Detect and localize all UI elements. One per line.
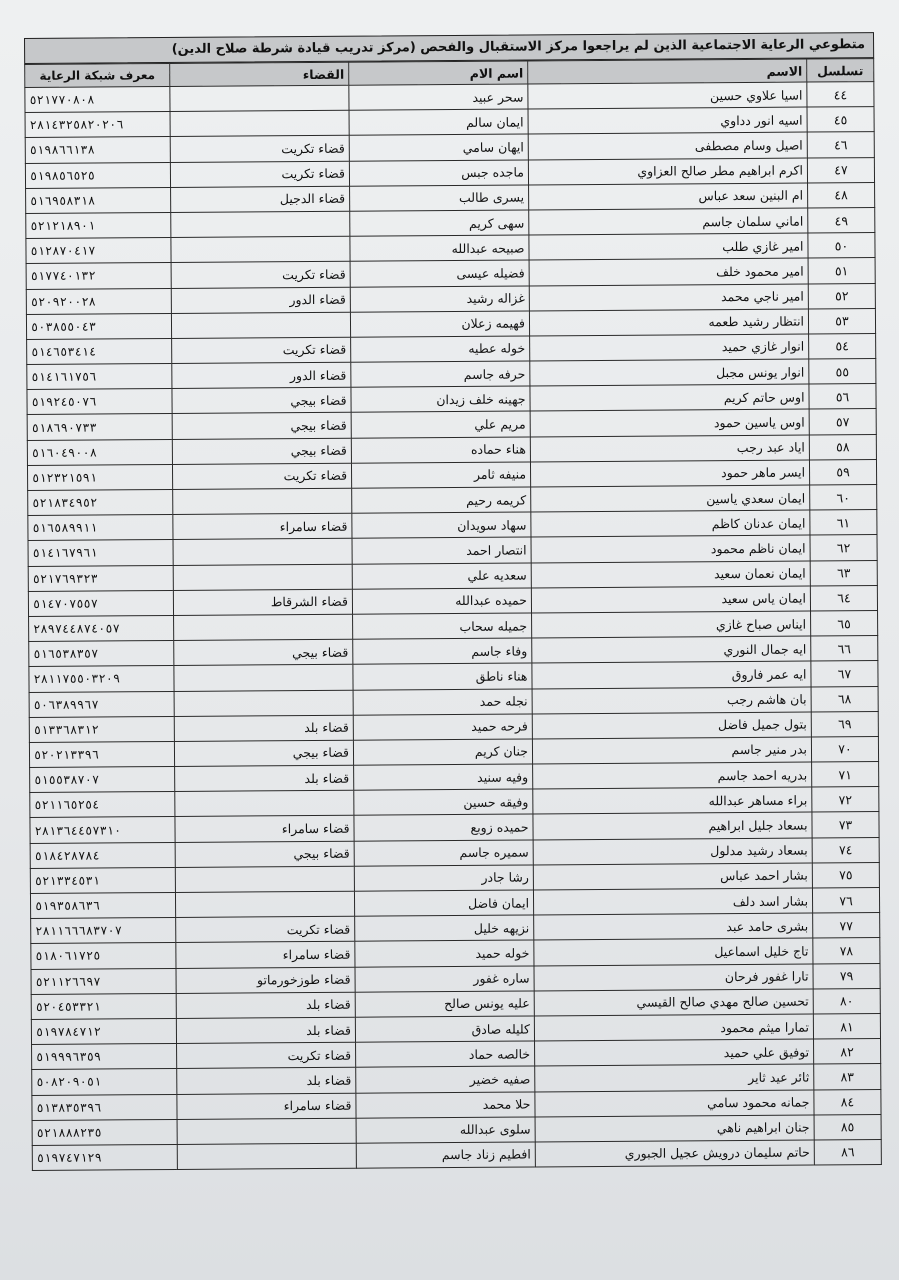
row-name: اسيه انور دداوي	[528, 107, 807, 134]
row-mother-name: منيفه ثامر	[351, 462, 530, 488]
row-district: قضاء سامراء	[173, 513, 352, 539]
row-seq: ٥٣	[808, 308, 875, 334]
row-name: بسعاد جليل ابراهيم	[533, 812, 812, 839]
row-seq: ٦١	[810, 510, 877, 536]
row-care-id: ٥١٩٧٨٤٧١٢	[31, 1018, 176, 1044]
row-seq: ٤٤	[807, 82, 874, 108]
row-mother-name: سميره جاسم	[354, 840, 533, 866]
row-name: اصيل وسام مصطفى	[528, 132, 807, 159]
header-seq: تسلسل	[807, 59, 874, 82]
row-mother-name: وفيه سنيد	[354, 764, 533, 790]
row-name: براء مساهر عبدالله	[533, 787, 812, 814]
row-care-id: ٢٨١٣٦٤٤٥٧٣١٠	[30, 817, 175, 843]
row-district: قضاء تكريت	[171, 262, 350, 288]
row-seq: ٦٨	[811, 686, 878, 712]
row-care-id: ٥١٣٨٣٥٣٩٦	[32, 1094, 177, 1120]
row-mother-name: خوله عطيه	[351, 336, 530, 362]
row-name: اوس ياسين حمود	[530, 409, 809, 436]
row-district	[174, 690, 353, 716]
row-mother-name: عليه يونس صالح	[355, 991, 534, 1017]
row-mother-name: نزيهه خليل	[355, 915, 534, 941]
row-name: تارا غفور فرحان	[534, 964, 813, 991]
row-name: بشار احمد عباس	[533, 863, 812, 890]
row-care-id: ٥١٦٩٥٨٣١٨	[26, 187, 171, 213]
row-name: اوس حاتم كريم	[530, 384, 809, 411]
row-mother-name: ساره غفور	[355, 966, 534, 992]
row-care-id: ٥٢٠٩٢٠٠٢٨	[26, 288, 171, 314]
row-name: ام البنين سعد عباس	[529, 183, 808, 210]
row-name: امير ناجي محمد	[529, 284, 808, 311]
row-district	[171, 312, 350, 338]
row-district: قضاء بيجي	[172, 387, 351, 413]
row-seq: ٥٦	[809, 384, 876, 410]
row-mother-name: سحر عبيد	[349, 84, 528, 110]
row-care-id: ٥١٩٨٥٦٥٢٥	[25, 162, 170, 188]
row-care-id: ٥٢٠٤٥٣٣٢١	[31, 993, 176, 1019]
row-seq: ٥٩	[809, 459, 876, 485]
row-name: بشرى حامد عبد	[534, 913, 813, 940]
row-mother-name: فضيله عيسى	[350, 260, 529, 286]
header-name: الاسم	[528, 59, 807, 84]
row-mother-name: سعديه علي	[352, 563, 531, 589]
row-care-id: ٥١٤١٦٧٩٦١	[28, 540, 173, 566]
row-care-id: ٥٢١٨٨٨٢٣٥	[32, 1119, 177, 1145]
row-mother-name: صفيه خضير	[356, 1066, 535, 1092]
row-mother-name: خوله حميد	[355, 940, 534, 966]
row-name: ايمان نعمان سعيد	[531, 561, 810, 588]
row-care-id: ٥١٤٦٥٣٤١٤	[27, 338, 172, 364]
row-district: قضاء بلد	[174, 715, 353, 741]
table-title: متطوعي الرعاية الاجتماعية الذين لم يراجعوا مركز الاستقبال والفحص (مركز تدريب قيادة شرطة صلاح الدين)	[24, 32, 874, 64]
row-seq: ٦٧	[811, 661, 878, 687]
row-district: قضاء تكريت	[172, 463, 351, 489]
row-seq: ٧٩	[813, 963, 880, 989]
row-care-id: ٥١٩٢٤٥٠٧٦	[27, 389, 172, 415]
row-district: قضاء الدور	[172, 362, 351, 388]
row-care-id: ٥١٩٣٥٨٦٣٦	[30, 892, 175, 918]
row-name: ايسر ماهر حمود	[530, 460, 809, 487]
row-mother-name: انتصار احمد	[352, 537, 531, 563]
row-name: امير محمود خلف	[529, 258, 808, 285]
row-mother-name: ايمان فاضل	[354, 890, 533, 916]
row-district: قضاء سامراء	[175, 816, 354, 842]
row-mother-name: ايمان سالم	[349, 109, 528, 135]
row-care-id: ٥٢١٣٣٤٥٣١	[30, 867, 175, 893]
row-seq: ٨٦	[814, 1139, 881, 1165]
row-seq: ٥٢	[808, 283, 875, 309]
row-mother-name: جنان كريم	[353, 739, 532, 765]
row-name: ايمان عدنان كاظم	[531, 510, 810, 537]
row-mother-name: مريم علي	[351, 411, 530, 437]
row-mother-name: سهى كريم	[350, 210, 529, 236]
row-seq: ٥١	[808, 258, 875, 284]
row-seq: ٦٢	[810, 535, 877, 561]
row-mother-name: جميله سحاب	[353, 613, 532, 639]
row-care-id: ٥١٤١٦١٧٥٦	[27, 364, 172, 390]
row-seq: ٨١	[813, 1013, 880, 1039]
row-mother-name: هناء ناطق	[353, 663, 532, 689]
row-district: قضاء تكريت	[170, 161, 349, 187]
row-name: ايناس صباح غازي	[532, 611, 811, 638]
row-name: امير غازي طلب	[529, 233, 808, 260]
row-district: قضاء بيجي	[174, 639, 353, 665]
row-name: ايمان ناظم محمود	[531, 535, 810, 562]
row-district	[175, 790, 354, 816]
row-care-id: ٥١٩٧٤٧١٢٩	[32, 1144, 177, 1170]
row-name: ايه عمر فاروق	[532, 661, 811, 688]
row-seq: ٧٠	[811, 736, 878, 762]
row-mother-name: افطيم زناد جاسم	[356, 1142, 535, 1168]
row-name: تحسين صالح مهدي صالح القيسي	[534, 989, 813, 1016]
row-care-id: ٥٠٣٨٥٥٠٤٣	[26, 313, 171, 339]
row-care-id: ٥١٨٠٦١٧٢٥	[31, 943, 176, 969]
row-care-id: ٥١٧٧٤٠١٣٢	[26, 263, 171, 289]
row-seq: ٤٥	[807, 107, 874, 133]
row-care-id: ٥٠٦٣٨٩٩٦٧	[29, 691, 174, 717]
row-name: بتول جميل فاضل	[532, 712, 811, 739]
row-seq: ٥٧	[809, 409, 876, 435]
row-name: ايمان ياس سعيد	[531, 586, 810, 613]
row-district: قضاء بلد	[177, 1068, 356, 1094]
row-district	[170, 110, 349, 136]
row-name: انوار غازي حميد	[530, 334, 809, 361]
row-care-id: ٥١٦٥٨٩٩١١	[28, 515, 173, 541]
row-care-id: ٥١٥٥٣٨٧٠٧	[30, 767, 175, 793]
row-mother-name: سهاد سويدان	[352, 512, 531, 538]
row-district: قضاء بلد	[176, 1017, 355, 1043]
row-mother-name: ماجده جبس	[349, 160, 528, 186]
row-name: توفيق علي حميد	[535, 1039, 814, 1066]
row-care-id: ٥١٢٣٢١٥٩١	[27, 464, 172, 490]
row-care-id: ٥١٨٦٩٠٧٣٣	[27, 414, 172, 440]
row-care-id: ٥١٦٥٣٨٣٥٧	[29, 641, 174, 667]
row-seq: ٥٨	[809, 434, 876, 460]
row-district: قضاء تكريت	[176, 916, 355, 942]
row-care-id: ٥٢١١٦٥٢٥٤	[30, 792, 175, 818]
row-mother-name: حرفه جاسم	[351, 361, 530, 387]
row-district: قضاء تكريت	[177, 1042, 356, 1068]
row-care-id: ٥١٨٤٢٨٧٨٤	[30, 842, 175, 868]
row-seq: ٤٧	[807, 157, 874, 183]
row-seq: ٨٥	[814, 1114, 881, 1140]
row-care-id: ٢٨١١٦٦٦٨٣٧٠٧	[31, 918, 176, 944]
row-mother-name: وفيقه حسين	[354, 789, 533, 815]
row-district: قضاء سامراء	[176, 942, 355, 968]
row-seq: ٧٥	[812, 862, 879, 888]
row-seq: ٧٦	[812, 888, 879, 914]
row-name: جمانه محمود سامي	[535, 1090, 814, 1117]
row-seq: ٧٤	[812, 837, 879, 863]
row-mother-name: يسرى طالب	[350, 185, 529, 211]
row-care-id: ٥٠٨٢٠٩٠٥١	[32, 1069, 177, 1095]
row-mother-name: سلوى عبدالله	[356, 1117, 535, 1143]
row-district: قضاء الدجيل	[171, 186, 350, 212]
row-seq: ٨٠	[813, 988, 880, 1014]
row-name: بسعاد رشيد مدلول	[533, 838, 812, 865]
row-name: انوار يونس مجبل	[530, 359, 809, 386]
row-mother-name: خالصه حماد	[356, 1041, 535, 1067]
row-seq: ٧٧	[813, 913, 880, 939]
row-district	[174, 614, 353, 640]
row-name: ايمان سعدي ياسين	[531, 485, 810, 512]
row-district: قضاء تكريت	[170, 136, 349, 162]
row-name: بدريه احمد جاسم	[533, 762, 812, 789]
row-care-id: ٥٢١٢١٨٩٠١	[26, 212, 171, 238]
row-mother-name: نجله حمد	[353, 688, 532, 714]
row-district: قضاء تكريت	[172, 337, 351, 363]
row-seq: ٨٤	[814, 1089, 881, 1115]
row-care-id: ٥٢١٧٦٩٣٢٣	[28, 565, 173, 591]
row-name: اماني سلمان جاسم	[529, 208, 808, 235]
row-seq: ٤٩	[808, 208, 875, 234]
row-mother-name: كريمه رحيم	[352, 487, 531, 513]
row-district: قضاء بيجي	[175, 841, 354, 867]
row-seq: ٦٤	[810, 585, 877, 611]
row-name: بشار اسد دلف	[533, 888, 812, 915]
row-mother-name: كليله صادق	[355, 1016, 534, 1042]
row-seq: ٦٩	[811, 711, 878, 737]
row-mother-name: حميده عبدالله	[352, 588, 531, 614]
row-mother-name: غزاله رشيد	[350, 285, 529, 311]
row-district: قضاء بيجي	[172, 438, 351, 464]
row-district	[173, 539, 352, 565]
row-district: قضاء طوزخورماتو	[176, 967, 355, 993]
row-seq: ٥٥	[809, 359, 876, 385]
table-row	[32, 1139, 881, 1170]
row-seq: ٥٤	[809, 333, 876, 359]
row-district	[174, 665, 353, 691]
row-care-id: ٥٢١١٢٦٦٩٧	[31, 968, 176, 994]
row-seq: ٦٦	[811, 636, 878, 662]
row-care-id: ٥٢١٧٧٠٨٠٨	[25, 86, 170, 112]
row-seq: ٦٠	[810, 485, 877, 511]
row-seq: ٦٣	[810, 560, 877, 586]
row-mother-name: فهيمه زعلان	[350, 311, 529, 337]
row-district	[173, 564, 352, 590]
row-district: قضاء بلد	[176, 992, 355, 1018]
row-district	[171, 211, 350, 237]
row-care-id: ٥١٢٨٧٠٤١٧	[26, 238, 171, 264]
row-care-id: ٥٢١٨٣٤٩٥٢	[28, 489, 173, 515]
row-seq: ٧٣	[812, 812, 879, 838]
row-mother-name: صبيحه عبدالله	[350, 235, 529, 261]
row-care-id: ٢٨١١٧٥٥٠٣٢٠٩	[29, 666, 174, 692]
row-seq: ٧٢	[812, 787, 879, 813]
row-mother-name: هناء حماده	[351, 437, 530, 463]
row-district: قضاء بلد	[175, 765, 354, 791]
row-district	[177, 1143, 356, 1169]
row-name: حاتم سليمان درويش عجيل الجبوري	[535, 1140, 814, 1167]
header-mother: اسم الام	[349, 61, 528, 85]
row-mother-name: رشا جادر	[354, 865, 533, 891]
volunteers-table-wrap	[24, 32, 882, 1171]
row-care-id: ٥٢٠٢١٣٣٩٦	[29, 741, 174, 767]
row-name: ثائر عيد ثاير	[535, 1064, 814, 1091]
row-care-id: ٢٨١٤٣٢٥٨٢٠٢٠٦	[25, 112, 170, 138]
row-seq: ٦٥	[811, 610, 878, 636]
row-mother-name: حلا محمد	[356, 1091, 535, 1117]
row-district	[175, 891, 354, 917]
row-district: قضاء بيجي	[172, 413, 351, 439]
row-name: بان هاشم رجب	[532, 687, 811, 714]
row-seq: ٨٢	[814, 1039, 881, 1065]
row-name: تاج خليل اسماعيل	[534, 938, 813, 965]
row-name: اسيا علاوي حسين	[528, 82, 807, 109]
table-body	[25, 82, 882, 1171]
row-care-id: ٥١٩٨٦٦١٣٨	[25, 137, 170, 163]
row-district: قضاء بيجي	[174, 740, 353, 766]
row-name: انتظار رشيد طعمه	[529, 309, 808, 336]
header-district: القضاء	[170, 62, 349, 86]
row-name: بدر منير جاسم	[532, 737, 811, 764]
row-mother-name: وفاء جاسم	[353, 638, 532, 664]
row-district	[171, 236, 350, 262]
row-care-id: ٥١٩٩٩٦٣٥٩	[32, 1044, 177, 1070]
row-name: اكرم ابراهيم مطر صالح العزاوي	[528, 158, 807, 185]
row-seq: ٥٠	[808, 233, 875, 259]
row-district: قضاء سامراء	[177, 1093, 356, 1119]
row-name: تمارا ميثم محمود	[534, 1014, 813, 1041]
row-district	[175, 866, 354, 892]
row-district: قضاء الدور	[171, 287, 350, 313]
row-district: قضاء الشرقاط	[173, 589, 352, 615]
volunteers-table	[24, 58, 882, 1171]
row-name: ايه جمال النوري	[532, 636, 811, 663]
row-seq: ٧٨	[813, 938, 880, 964]
row-care-id: ٥١٦٠٤٩٠٠٨	[27, 439, 172, 465]
row-mother-name: حميده زوبع	[354, 814, 533, 840]
row-seq: ٧١	[812, 762, 879, 788]
row-name: جنان ابراهيم ناهي	[535, 1115, 814, 1142]
row-district	[173, 488, 352, 514]
row-seq: ٤٦	[807, 132, 874, 158]
row-mother-name: ايهان سامي	[349, 134, 528, 160]
row-care-id: ٥١٣٣٦٨٣١٢	[29, 716, 174, 742]
row-seq: ٨٣	[814, 1064, 881, 1090]
row-name: اياد عبد رجب	[530, 435, 809, 462]
row-mother-name: جهينه خلف زيدان	[351, 386, 530, 412]
row-mother-name: فرحه حميد	[353, 714, 532, 740]
row-care-id: ٥١٤٧٠٧٥٥٧	[28, 590, 173, 616]
header-care-id: معرف شبكة الرعاية	[25, 63, 170, 87]
row-care-id: ٢٨٩٧٤٤٨٧٤٠٥٧	[29, 615, 174, 641]
row-seq: ٤٨	[808, 182, 875, 208]
row-district	[177, 1118, 356, 1144]
row-district	[170, 85, 349, 111]
